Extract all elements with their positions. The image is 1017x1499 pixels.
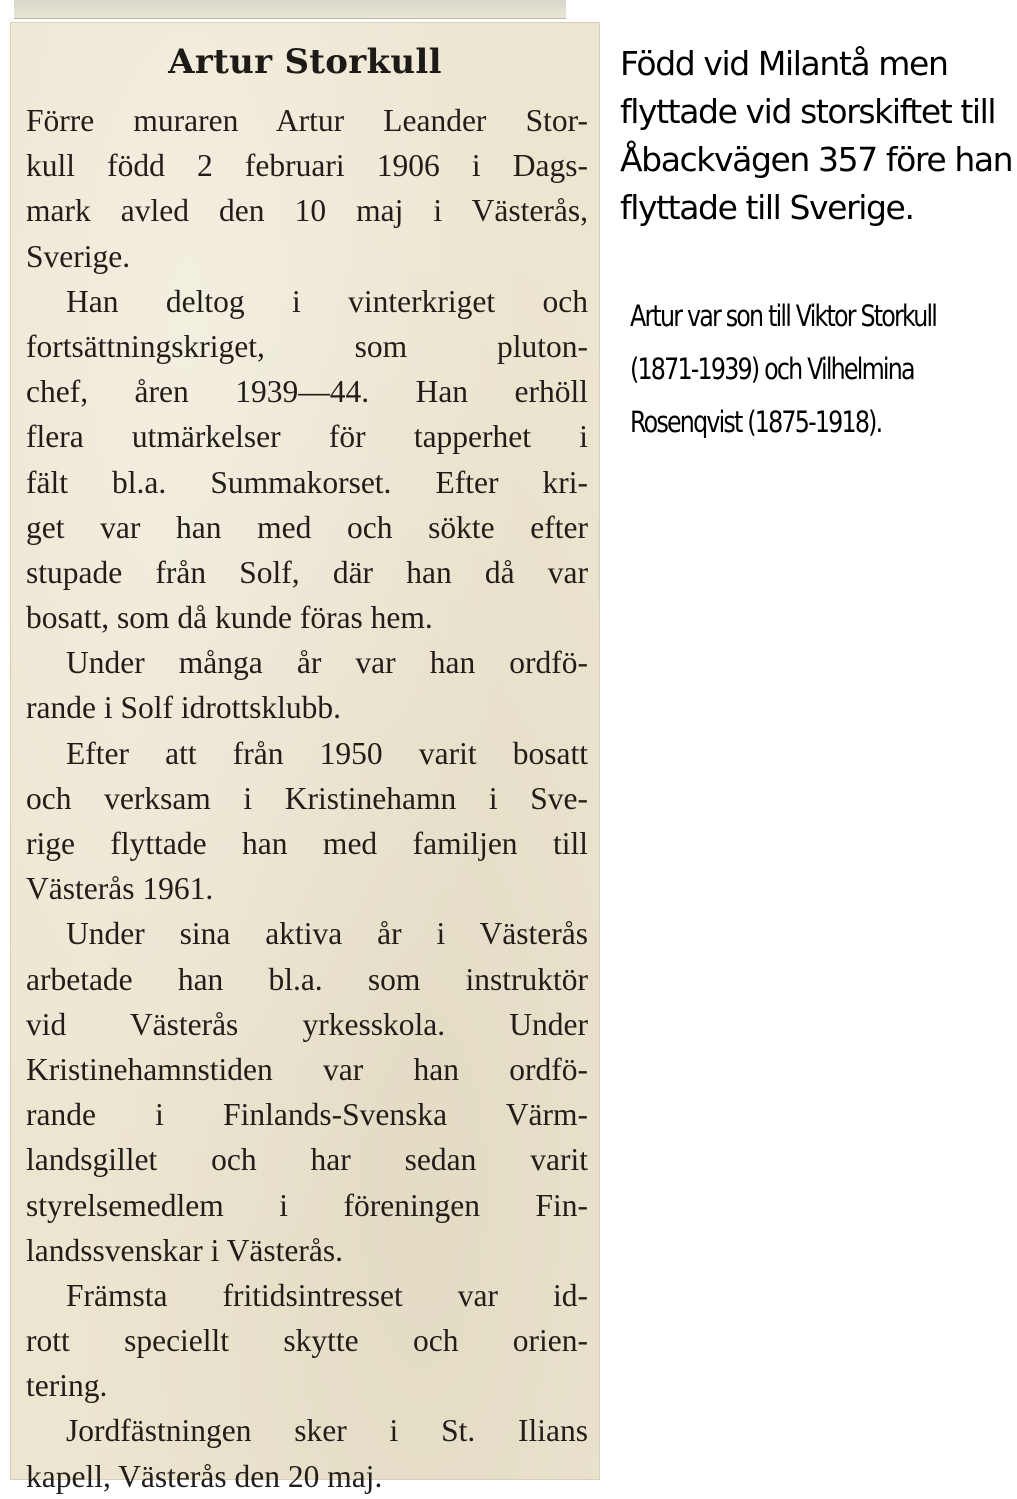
parents-note xyxy=(630,290,937,449)
obituary-line: Västerås 1961. xyxy=(26,871,214,907)
obituary-line: rott speciellt skytte och orien- xyxy=(26,1323,588,1359)
obituary-line: fält bl.a. Summakorset. Efter kri- xyxy=(26,464,588,500)
obituary-line: rige flyttade han med familjen till xyxy=(26,826,588,861)
parents-note-line: Artur var son till Viktor Storkull xyxy=(630,299,937,333)
obituary-line: Under många år var han ordfö- xyxy=(66,645,588,681)
obituary-line: landsgillet och har sedan varit xyxy=(26,1142,588,1178)
birth-note-line: flyttade vid storskiftet till xyxy=(620,92,996,131)
obituary-line: Han deltog i vinterkriget och xyxy=(66,283,588,319)
obituary-body xyxy=(26,98,588,1499)
obituary-line: Främsta fritidsintresset var id- xyxy=(66,1277,588,1313)
obituary-line: landssvenskar i Västerås. xyxy=(26,1232,343,1268)
obituary-line: mark avled den 10 maj i Västerås, xyxy=(26,193,588,229)
obituary-line: Sverige. xyxy=(26,238,131,274)
obituary-line: rande i Solf idrottsklubb. xyxy=(26,690,341,726)
obituary-line: Jordfästningen sker i St. Ilians xyxy=(66,1413,588,1449)
obituary-line: styrelsemedlem i föreningen Fin- xyxy=(26,1187,588,1223)
newspaper-clipping xyxy=(10,22,600,1494)
obituary-line: tering. xyxy=(26,1368,108,1404)
obituary-line: arbetade han bl.a. som instruktör xyxy=(26,961,588,997)
birth-note-line: flyttade till Sverige. xyxy=(620,188,914,227)
obituary-line: flera utmärkelser för tapperhet i xyxy=(26,419,588,455)
parents-note-line: (1871-1939) och Vilhelmina xyxy=(630,352,914,386)
obituary-title: Artur Storkull xyxy=(168,42,442,82)
obituary-line: stupade från Solf, där han då var xyxy=(26,554,588,590)
obituary-line: Under sina aktiva år i Västerås xyxy=(66,916,588,952)
obituary-line: vid Västerås yrkesskola. Under xyxy=(26,1006,588,1042)
birth-note-line: Född vid Milantå men xyxy=(620,44,948,83)
obituary-line: fortsättningskriget, som pluton- xyxy=(26,328,588,364)
obituary-line: kapell, Västerås den 20 maj. xyxy=(26,1458,383,1494)
clipping-top-edge xyxy=(14,0,566,19)
obituary-line: rande i Finlands-Svenska Värm- xyxy=(26,1097,588,1133)
obituary-line: get var han med och sökte efter xyxy=(26,509,588,545)
obituary-line: bosatt, som då kunde föras hem. xyxy=(26,600,433,636)
obituary-line: Kristinehamnstiden var han ordfö- xyxy=(26,1051,588,1087)
parents-note-line: Rosenqvist (1875-1918). xyxy=(630,405,882,439)
birth-note xyxy=(620,40,1015,232)
obituary-line: Efter att från 1950 varit bosatt xyxy=(66,735,588,771)
obituary-line: och verksam i Kristinehamn i Sve- xyxy=(26,780,588,816)
obituary-line: chef, åren 1939—44. Han erhöll xyxy=(26,374,588,410)
obituary-line: kull född 2 februari 1906 i Dags- xyxy=(26,148,588,184)
birth-note-line: Åbackvägen 357 före han xyxy=(620,140,1013,179)
obituary-line: Förre muraren Artur Leander Stor- xyxy=(26,103,588,138)
